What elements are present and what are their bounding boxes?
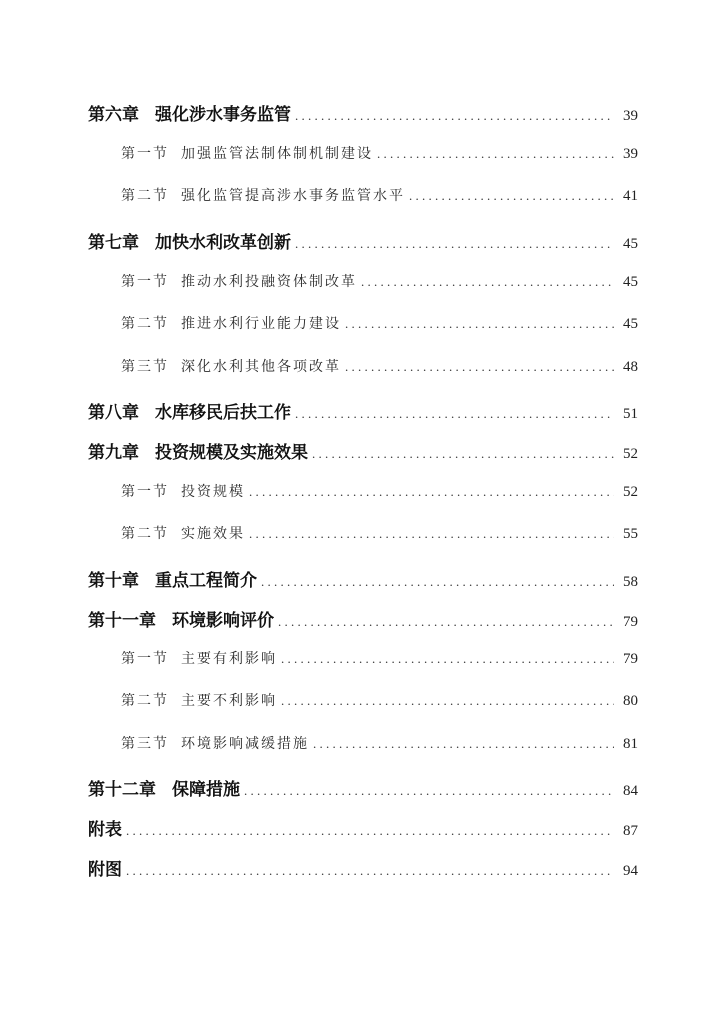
toc-entry-title [88, 815, 122, 840]
dot-leader [295, 406, 614, 422]
toc-section-11-1[interactable] [88, 648, 638, 668]
toc-appendix-tables[interactable] [88, 815, 638, 840]
dot-leader [278, 614, 614, 630]
chapter-title: 环境影响评价 [172, 611, 274, 631]
toc-entry-title [121, 648, 277, 668]
page-number: 51 [623, 406, 638, 422]
dot-leader [312, 446, 614, 462]
section-label: 第三节 [121, 359, 169, 375]
dot-leader [281, 693, 614, 709]
page-number: 52 [623, 484, 638, 500]
toc-section-6-2[interactable] [88, 185, 638, 205]
page-number: 87 [623, 823, 638, 839]
chapter-title: 投资规模及实施效果 [155, 443, 308, 463]
page-number: 45 [623, 316, 638, 332]
toc-entry-title [88, 855, 122, 880]
toc-entry-title [88, 100, 291, 125]
toc-section-9-1[interactable] [88, 481, 638, 501]
page-number: 45 [623, 236, 638, 252]
chapter-title: 保障措施 [172, 780, 240, 800]
section-title: 强化监管提高涉水事务监管水平 [181, 188, 405, 204]
chapter-label: 第十一章 [88, 611, 156, 631]
toc-chapter-8[interactable] [88, 398, 638, 423]
toc-entry-title [121, 523, 245, 543]
dot-leader [126, 823, 614, 839]
toc-entry-title [88, 566, 257, 591]
chapter-title: 水库移民后扶工作 [155, 403, 291, 423]
page-number: 94 [623, 863, 638, 879]
toc-entry-title [88, 775, 240, 800]
toc-chapter-12[interactable] [88, 775, 638, 800]
page-number: 81 [623, 736, 638, 752]
page-number: 80 [623, 693, 638, 709]
dot-leader [377, 146, 614, 162]
page-number: 55 [623, 526, 638, 542]
toc-entry-title [121, 143, 373, 163]
section-title: 主要不利影响 [181, 693, 277, 709]
page-number: 79 [623, 651, 638, 667]
page-number: 39 [623, 108, 638, 124]
section-label: 第二节 [121, 693, 169, 709]
chapter-label: 第六章 [88, 105, 139, 125]
dot-leader [345, 359, 614, 375]
dot-leader [295, 236, 614, 252]
chapter-label: 第十章 [88, 571, 139, 591]
page-number: 41 [623, 188, 638, 204]
section-title: 加强监管法制体制机制建设 [181, 146, 373, 162]
section-title: 实施效果 [181, 526, 245, 542]
dot-leader [409, 188, 614, 204]
toc-section-7-1[interactable] [88, 271, 638, 291]
chapter-label: 第九章 [88, 443, 139, 463]
section-title: 推进水利行业能力建设 [181, 316, 341, 332]
toc-entry-title [121, 356, 341, 376]
chapter-title: 重点工程简介 [155, 571, 257, 591]
section-title: 深化水利其他各项改革 [181, 359, 341, 375]
dot-leader [281, 651, 614, 667]
toc-chapter-10[interactable] [88, 566, 638, 591]
dot-leader [244, 783, 614, 799]
toc-chapter-7[interactable] [88, 228, 638, 253]
section-label: 第二节 [121, 316, 169, 332]
appendix-title: 附表 [88, 820, 122, 840]
section-title: 推动水利投融资体制改革 [181, 274, 357, 290]
toc-entry-title [121, 690, 277, 710]
toc-entry-title [88, 398, 291, 423]
appendix-title: 附图 [88, 860, 122, 880]
chapter-title: 加快水利改革创新 [155, 233, 291, 253]
chapter-title: 强化涉水事务监管 [155, 105, 291, 125]
section-title: 主要有利影响 [181, 651, 277, 667]
dot-leader [126, 863, 614, 879]
toc-section-6-1[interactable] [88, 143, 638, 163]
toc-section-11-3[interactable] [88, 733, 638, 753]
toc-chapter-6[interactable] [88, 100, 638, 125]
toc-section-9-2[interactable] [88, 523, 638, 543]
dot-leader [345, 316, 614, 332]
dot-leader [261, 574, 614, 590]
section-label: 第三节 [121, 736, 169, 752]
toc-entry-title [121, 313, 341, 333]
toc-chapter-9[interactable] [88, 438, 638, 463]
toc-appendix-figures[interactable] [88, 855, 638, 880]
chapter-label: 第十二章 [88, 780, 156, 800]
page-number: 48 [623, 359, 638, 375]
chapter-label: 第八章 [88, 403, 139, 423]
toc-section-7-3[interactable] [88, 356, 638, 376]
section-label: 第一节 [121, 484, 169, 500]
section-label: 第一节 [121, 274, 169, 290]
page-number: 45 [623, 274, 638, 290]
section-label: 第二节 [121, 526, 169, 542]
toc-section-7-2[interactable] [88, 313, 638, 333]
section-title: 投资规模 [181, 484, 245, 500]
toc-entry-title [88, 438, 308, 463]
section-title: 环境影响减缓措施 [181, 736, 309, 752]
toc-entry-title [88, 606, 274, 631]
section-label: 第一节 [121, 651, 169, 667]
dot-leader [295, 108, 614, 124]
page-number: 39 [623, 146, 638, 162]
page-number: 79 [623, 614, 638, 630]
toc-entry-title [121, 481, 245, 501]
toc-section-11-2[interactable] [88, 690, 638, 710]
dot-leader [361, 274, 614, 290]
dot-leader [249, 526, 614, 542]
dot-leader [313, 736, 614, 752]
toc-entry-title [121, 185, 405, 205]
toc-chapter-11[interactable] [88, 606, 638, 631]
page-number: 84 [623, 783, 638, 799]
page-number: 58 [623, 574, 638, 590]
page-number: 52 [623, 446, 638, 462]
section-label: 第二节 [121, 188, 169, 204]
dot-leader [249, 484, 614, 500]
toc-entry-title [121, 733, 309, 753]
chapter-label: 第七章 [88, 233, 139, 253]
toc-entry-title [88, 228, 291, 253]
toc-entry-title [121, 271, 357, 291]
section-label: 第一节 [121, 146, 169, 162]
